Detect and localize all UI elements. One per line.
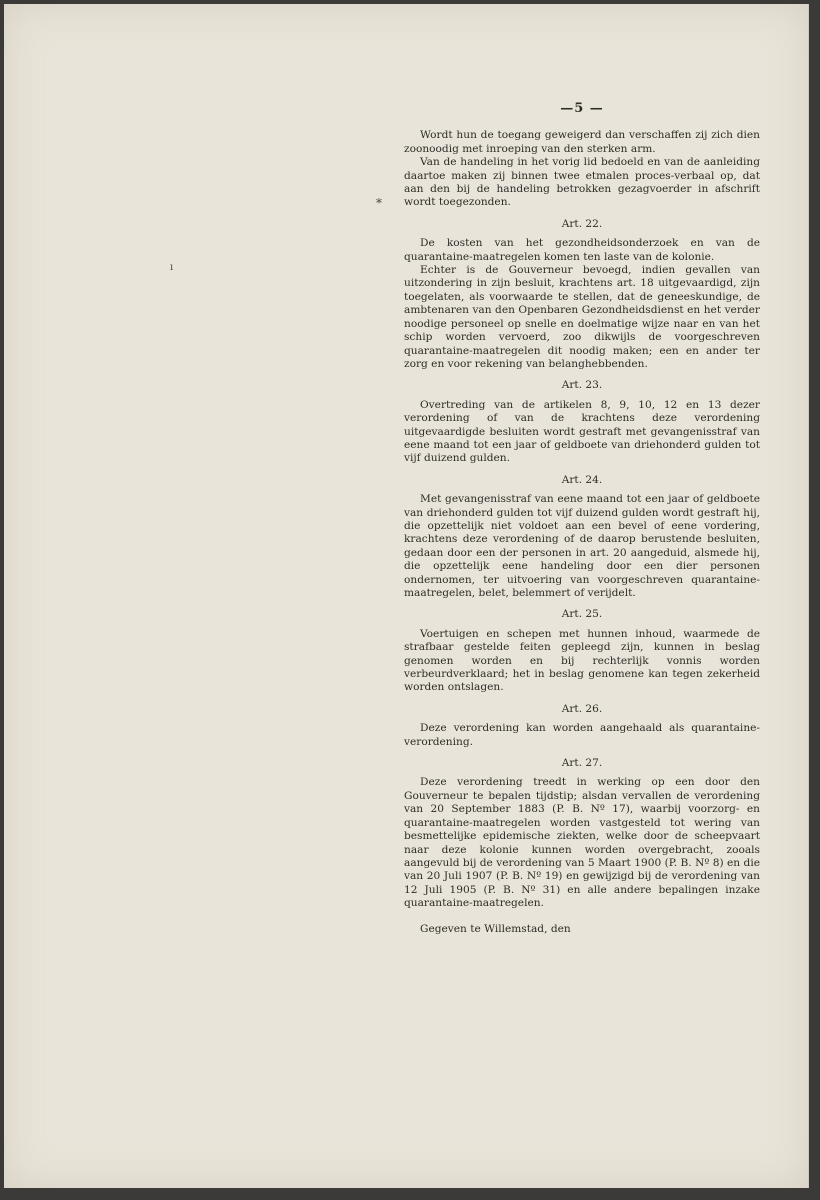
article-27 (404, 757, 760, 910)
article-heading: Art. 26. (561, 702, 603, 715)
article-heading: Art. 25. (561, 608, 603, 621)
article-22 (404, 218, 760, 371)
article-paragraph: Deze verordening treedt in werking op een door den Gouverneur te bepalen tijdstip; alsdan vervallen de verordening van 20 September 1883 (P. B. Nº 17), waarbij voorzorg- en quarantaine-maatregelen worden vastgesteld tot wering van besmettelijke epidemische ziekten, welke door de scheepvaart naar deze kolonie kunnen worden overgebracht, zooals aangevuld bij de verordening van 5 Maart 1900 (P. B. Nº 8) en die van 20 Juli 1907 (P. B. Nº 19) en gewijzigd bij de verordening van 12 Juli 1905 (P. B. Nº 31) en alle andere bepalingen inzake quarantaine-maatregelen. (404, 776, 760, 910)
article-paragraph: Voertuigen en schepen met hunnen inhoud, waarmede de strafbaar gestelde feiten gepleegd zijn, kunnen in beslag genomen worden en bij rechterlijk vonnis worden verbeurdverklaard; het in beslag genomene kan tegen zekerheid worden ontslagen. (404, 627, 760, 694)
article-paragraph: Echter is de Gouverneur bevoegd, indien gevallen van uitzondering in zijn besluit, krachtens art. 18 uitgevaardigd, zijn toegelaten, als voorwaarde te stellen, dat de geneeskundige, de ambtenaren van den Openbaren Gezondheidsdienst en het verder noodige personeel op snelle en doelmatige wijze naar en van het schip worden vervoerd, zoo dikwijls de voorgeschreven quarantaine-maatregelen dit noodig maken; een en ander ter zorg en voor rekening van belanghebbenden. (404, 264, 760, 370)
intro-paragraph: Van de handeling in het vorig lid bedoeld en van de aanleiding daartoe maken zij binnen twee etmalen proces-verbaal op, dat aan den bij de handeling betrokken gezagvoerder in afschrift wordt toegezonden. (404, 156, 760, 209)
article-paragraph: Overtreding van de artikelen 8, 9, 10, 12 en 13 dezer verordening of van de krachtens deze verordening uitgevaardigde besluiten wordt gestraft met gevangenisstraf van eene maand tot een jaar of geldboete van driehonderd gulden tot vijf duizend gulden. (404, 398, 760, 465)
text-column (404, 102, 760, 936)
margin-asterisk-icon: * (376, 196, 382, 210)
article-heading: Art. 22. (561, 217, 603, 230)
article-paragraph: Met gevangenisstraf van eene maand tot een jaar of geldboete van driehonderd gulden tot vijf duizend gulden wordt gestraft hij, die opzettelijk niet voldoet aan een bevel of eene vordering, krachtens deze verordening of de daarop berustende besluiten, gedaan door een der personen in art. 20 aangeduid, alsmede hij, die opzettelijk eene handeling door een dier personen ondernomen, ter uitvoering van voorgeschreven quarantaine-maatregelen, belet, belemmert of verijdelt. (404, 493, 760, 599)
article-paragraph: De kosten van het gezondheidsonderzoek en van de quarantaine-maatregelen komen ten laste van de kolonie. (404, 237, 760, 263)
article-24 (404, 474, 760, 601)
article-heading: Art. 23. (561, 379, 603, 392)
article-heading: Art. 27. (561, 757, 603, 770)
article-heading: Art. 24. (561, 473, 603, 486)
page-number: —5 — (560, 101, 604, 116)
article-25 (404, 608, 760, 694)
article-26 (404, 703, 760, 749)
closing-line: Gegeven te Willemstad, den (420, 922, 571, 935)
article-23 (404, 379, 760, 465)
margin-tick-icon: ı (170, 262, 174, 273)
article-paragraph: Deze verordening kan worden aangehaald als quarantaine-verordening. (404, 722, 760, 748)
intro-paragraph: Wordt hun de toegang geweigerd dan verschaffen zij zich dien zoonoodig met inroeping van den sterken arm. (404, 129, 760, 155)
document-page (4, 4, 809, 1188)
